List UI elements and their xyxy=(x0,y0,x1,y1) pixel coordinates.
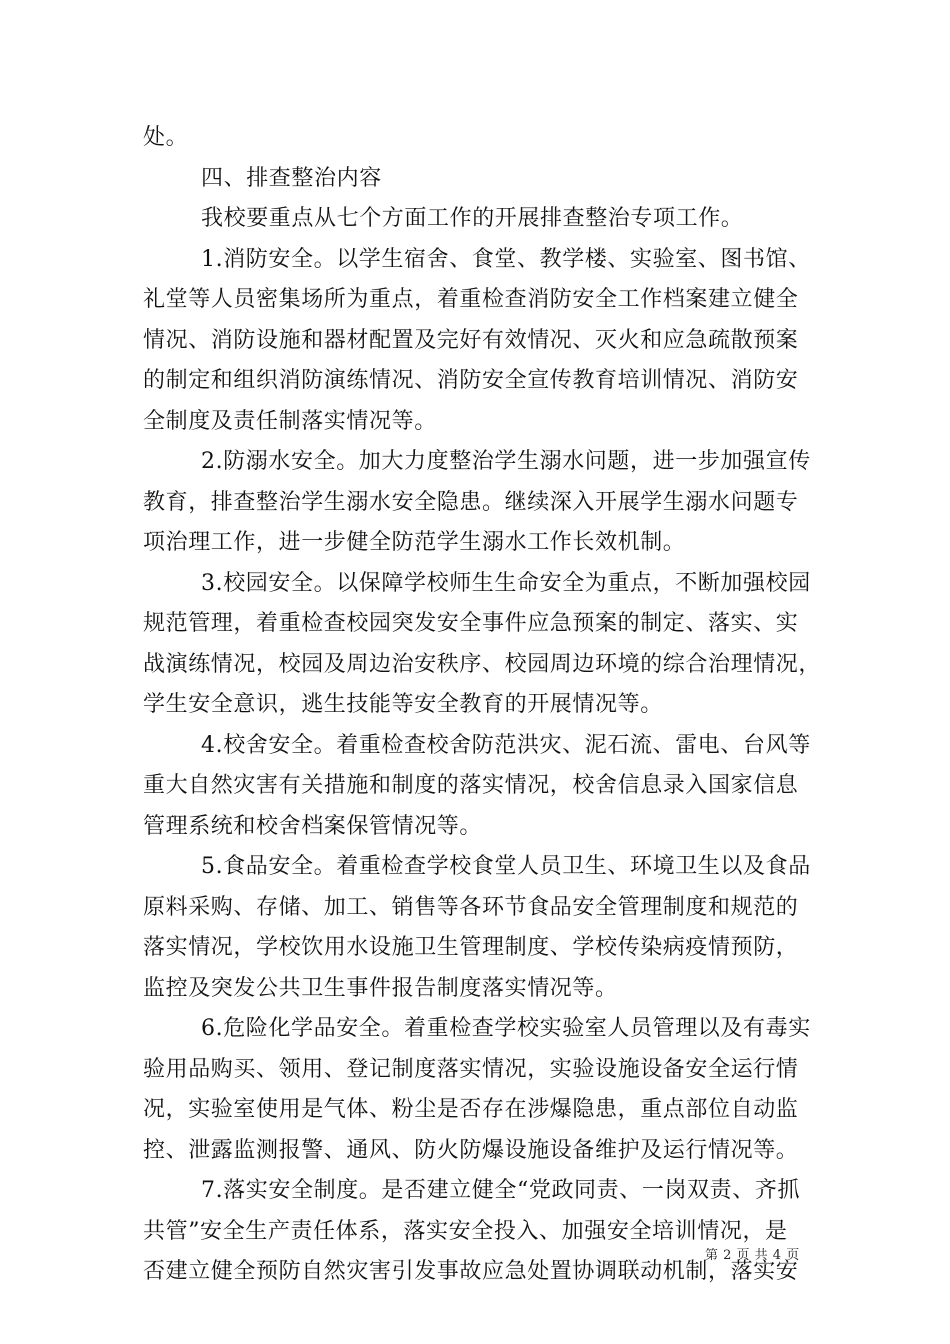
text-line: 全制度及责任制落实情况等。 xyxy=(143,408,437,434)
text-line: 情况、消防设施和器材配置及完好有效情况、灭火和应急疏散预案 xyxy=(143,327,799,353)
text-line: 况，实验室使用是气体、粉尘是否存在涉爆隐患，重点部位自动监 xyxy=(143,1097,799,1122)
page-number: 第 2 页 共 4 页 xyxy=(705,1248,800,1263)
document-body xyxy=(143,118,823,1293)
text-line: 6.危险化学品安全。着重检查学校实验室人员管理以及有毒实 xyxy=(201,1016,811,1041)
text-line: 原料采购、存储、加工、销售等各环节食品安全管理制度和规范的 xyxy=(143,894,799,920)
text-line: 监控及突发公共卫生事件报告制度落实情况等。 xyxy=(143,975,618,1001)
text-line: 学生安全意识，逃生技能等安全教育的开展情况等。 xyxy=(143,692,663,717)
text-line: 礼堂等人员密集场所为重点，着重检查消防安全工作档案建立健全 xyxy=(143,287,799,312)
text-line: 项治理工作，进一步健全防范学生溺水工作长效机制。 xyxy=(143,530,686,555)
text-line: 规范管理，着重检查校园突发安全事件应急预案的制定、落实、实 xyxy=(143,611,799,636)
text-line: 我校要重点从七个方面工作的开展排查整治专项工作。 xyxy=(201,206,744,231)
text-line: 5.食品安全。着重检查学校食堂人员卫生、环境卫生以及食品 xyxy=(201,854,811,879)
text-line: 4.校舍安全。着重检查校舍防范洪灾、泥石流、雷电、台风等 xyxy=(201,732,811,758)
text-line: 管理系统和校舍档案保管情况等。 xyxy=(143,813,483,839)
text-line: 的制定和组织消防演练情况、消防安全宣传教育培训情况、消防安 xyxy=(143,368,799,393)
text-line: 控、泄露监测报警、通风、防火防爆设施设备维护及运行情况等。 xyxy=(143,1137,799,1163)
text-line: 验用品购买、领用、登记制度落实情况，实验设施设备安全运行情 xyxy=(143,1056,799,1082)
text-line: 1.消防安全。以学生宿舍、食堂、教学楼、实验室、图书馆、 xyxy=(201,246,811,272)
text-line: 2.防溺水安全。加大力度整治学生溺水问题，进一步加强宣传 xyxy=(201,449,811,474)
text-line: 共管”安全生产责任体系，落实安全投入、加强安全培训情况，是 xyxy=(143,1218,788,1244)
text-line: 落实情况，学校饮用水设施卫生管理制度、学校传染病疫情预防， xyxy=(143,935,799,960)
text-line: 7.落实安全制度。是否建立健全“党政同责、一岗双责、齐抓 xyxy=(201,1178,801,1203)
text-line: 处。 xyxy=(143,125,189,150)
text-line: 战演练情况，校园及周边治安秩序、校园周边环境的综合治理情况， xyxy=(143,651,822,677)
text-line: 教育，排查整治学生溺水安全隐患。继续深入开展学生溺水问题专 xyxy=(143,489,799,515)
text-line: 重大自然灾害有关措施和制度的落实情况，校舍信息录入国家信息 xyxy=(143,773,799,798)
text-line: 3.校园安全。以保障学校师生生命安全为重点，不断加强校园 xyxy=(201,570,811,596)
text-line: 四、排查整治内容 xyxy=(201,165,382,191)
text-line: 否建立健全预防自然灾害引发事故应急处置协调联动机制，落实安 xyxy=(143,1259,799,1284)
